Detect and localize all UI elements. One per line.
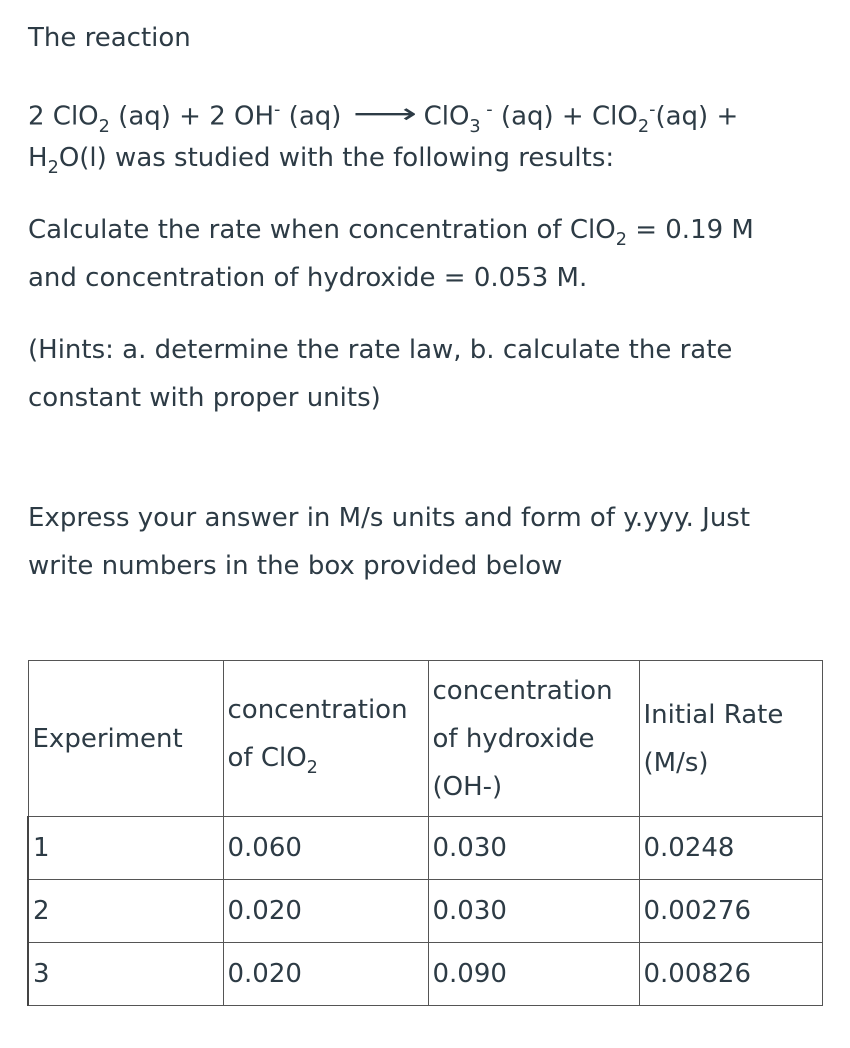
- table-row: [28, 943, 822, 1006]
- calculation-prompt: Calculate the rate when concentration of ClO$_2$ = 0.19 M: [28, 215, 754, 251]
- cell-rate: 0.00276: [639, 880, 822, 943]
- answer-instructions-continued: write numbers in the box provided below: [28, 551, 563, 581]
- cell-rate: 0.0248: [639, 817, 822, 880]
- cell-experiment: 1: [28, 817, 223, 880]
- reaction-equation-continued: $H_2O(l)$ was studied with the following results:: [28, 143, 615, 179]
- cell-hydroxide: 0.030: [428, 817, 639, 880]
- header-initial-rate: Initial Rate (M/s): [639, 661, 822, 817]
- reaction-arrow-icon: ⟶: [353, 96, 418, 130]
- calculation-prompt-continued: and concentration of hydroxide = 0.053 M.: [28, 263, 588, 293]
- hints-text-continued: constant with proper units): [28, 383, 381, 413]
- cell-clo2: 0.020: [223, 943, 428, 1006]
- table-header-row: [28, 661, 822, 817]
- table-row: [28, 817, 822, 880]
- header-hydroxide-concentration: concentration of hydroxide (OH-): [428, 661, 639, 817]
- cell-rate: 0.00826: [639, 943, 822, 1006]
- answer-instructions: Express your answer in M/s units and form of y.yyy. Just: [28, 503, 751, 533]
- hints-text: (Hints: a. determine the rate law, b. calculate the rate: [28, 335, 733, 365]
- results-table: [27, 660, 823, 1006]
- reaction-equation: 2 ClO$_2$ (aq) + 2 OH- (aq) ⟶ ClO$_3$ - (aq) + ClO$_2$-(aq) +: [28, 96, 739, 137]
- cell-hydroxide: 0.090: [428, 943, 639, 1006]
- intro-text: The reaction: [28, 23, 191, 53]
- cell-experiment: 3: [28, 943, 223, 1006]
- cell-clo2: 0.020: [223, 880, 428, 943]
- table-row: [28, 880, 822, 943]
- cell-hydroxide: 0.030: [428, 880, 639, 943]
- header-clo2-concentration: concentration of ClO$_2$: [223, 661, 428, 817]
- header-experiment: Experiment: [28, 661, 223, 817]
- cell-experiment: 2: [28, 880, 223, 943]
- cell-clo2: 0.060: [223, 817, 428, 880]
